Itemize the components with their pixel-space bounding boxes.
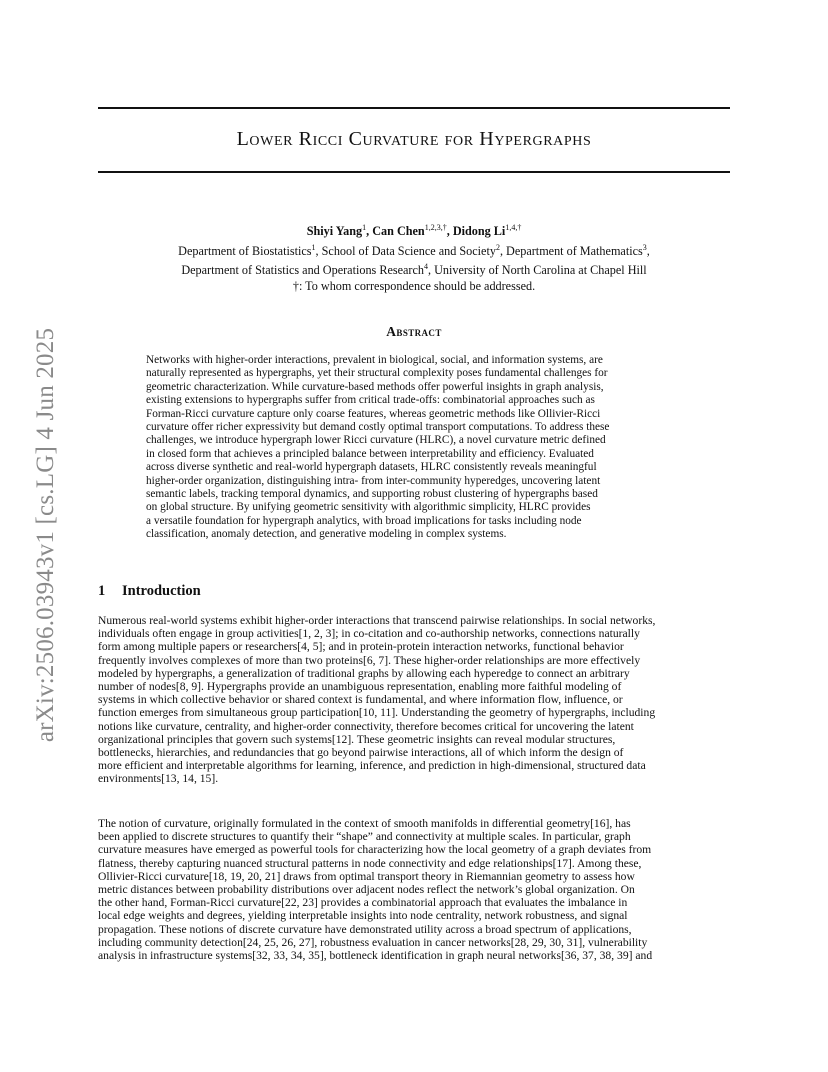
author-name: Can Chen bbox=[372, 224, 425, 239]
author-name: Didong Li bbox=[452, 224, 506, 239]
affiliation: Department of Mathematics bbox=[506, 243, 643, 258]
affiliation-marker: 1 bbox=[311, 242, 316, 252]
section-number: 1 bbox=[98, 583, 106, 599]
body-paragraph: The notion of curvature, originally formulated in the context of smooth manifolds in differential geometry[16], has been applied to discrete structures to quantify their “shape” and connectivity at multiple scales. In particular, graph curvature measures have emerged as powerful tools for characterizing how the local geometry of a graph deviates from flatness, thereby capturing nuanced structural patterns in node connectivity and edge relationships[17]. Among these, Ollivier-Ricci curvature[18, 19, 20, 21] draws from optimal transport theory in Riemannian geometry to assess how metric distances between probability distributions over adjacent nodes reflect the network’s global organization. On the other hand, Forman-Ricci curvature[22, 23] provides a combinatorial approach that evaluates the imbalance in local edge weights and degrees, yielding interpretable insights into node centrality, network robustness, and signal propagation. These notions of discrete curvature have demonstrated utility across a broad spectrum of applications, including community detection[24, 25, 26, 27], robustness evaluation in cancer networks[28, 29, 30, 31], vulnerability analysis in infrastructure systems[32, 33, 34, 35], bottleneck identification in graph neural networks[36, 37, 38, 39] and bbox=[98, 817, 653, 963]
institution: University of North Carolina at Chapel Hill bbox=[434, 263, 647, 278]
abstract-text: Networks with higher-order interactions, prevalent in biological, social, and information systems, are naturally represented as hypergraphs, yet their structural complexity poses fundamental challenges for geometric characterization. While curvature-based methods offer powerful insights in graph analysis, existing extensions to hypergraphs suffer from critical trade-offs: combinatorial approaches such as Forman-Ricci curvature capture only coarse features, whereas geometric methods like Ollivier-Ricci curvature offer richer expressivity but demand costly optimal transport computations. To address these challenges, we introduce hypergraph lower Ricci curvature (HLRC), a novel curvature metric defined in closed form that achieves a principled balance between interpretability and efficiency. Evaluated across diverse synthetic and real-world hypergraph datasets, HLRC consistently reveals meaningful higher-order organization, distinguishing intra- from inter-community hyperedges, uncovering latent semantic labels, tracking temporal dynamics, and supporting robust clustering of hypergraphs based on global structure. By unifying geometric sensitivity with algorithmic simplicity, HLRC provides a versatile foundation for hypergraph analytics, with broad implications for tasks including node classification, anomaly detection, and generative modeling in complex systems. bbox=[146, 354, 610, 541]
abstract-heading: Abstract bbox=[386, 324, 442, 339]
affiliation-marker: 3 bbox=[642, 242, 647, 252]
author-affiliation-marker: 1,4,† bbox=[505, 223, 522, 232]
section-heading bbox=[98, 583, 201, 600]
author-names: Shiyi Yang$^1$, Can Chen$^{1,2,3,\dagger}$, Didong $Li^{1,4,\dagger}$ bbox=[306, 223, 522, 239]
affiliation: School of Data Science and Society bbox=[321, 243, 496, 258]
affiliation-line: Department of Statistics and Operations Research$^4$, University of North Carolina at Chapel Hill bbox=[181, 262, 647, 278]
author-affiliation-marker: 1,2,3,† bbox=[424, 223, 447, 232]
affiliation-line: Department of Biostatistics$^1$, School of Data Science and Society$^2$, Department of Mathematics$^3$, bbox=[178, 242, 650, 258]
arxiv-identifier: arXiv:2506.03943v1 [cs.LG] 4 Jun 2025 bbox=[32, 327, 59, 743]
correspondence-note: †: To whom correspondence should be addressed. bbox=[292, 278, 536, 293]
title-rule-top bbox=[98, 107, 730, 109]
affiliation-marker: 2 bbox=[495, 242, 500, 252]
affiliation: Department of Statistics and Operations Research bbox=[181, 263, 424, 278]
title-rule-bottom bbox=[98, 171, 730, 173]
body-paragraph: Numerous real-world systems exhibit higher-order interactions that transcend pairwise relationships. In social networks, individuals often engage in group activities[1, 2, 3]; in co-citation and co-authorship networks, connections naturally form among multiple papers or researchers[4, 5]; and in protein-protein interaction networks, functional behavior frequently involves complexes of more than two proteins[6, 7]. These higher-order relationships are more effectively modeled by hypergraphs, a generalization of traditional graphs by allowing each hyperedge to connect an arbitrary number of nodes[8, 9]. Hypergraphs provide an unambiguous representation, enabling more faithful modeling of systems in which collective behavior or shared context is fundamental, and where information flow, influence, or function emerges from simultaneous group participation[10, 11]. Understanding the geometry of hypergraphs, including notions like curvature, centrality, and higher-order connectivity, therefore becomes critical for uncovering the latent organizational principles that govern such systems[12]. These geometric insights can reveal modular structures, bottlenecks, hierarchies, and redundancies that go beyond pairwise interactions, all of which inform the design of more efficient and interpretable algorithms for learning, inference, and prediction in high-dimensional, structured data environments[13, 14, 15]. bbox=[98, 614, 656, 786]
author-block bbox=[98, 220, 730, 294]
section-title: Introduction bbox=[122, 583, 201, 599]
author-affiliation-marker: 1 bbox=[362, 223, 367, 232]
affiliation: Department of Biostatistics bbox=[178, 243, 312, 258]
author-name: Shiyi Yang bbox=[306, 224, 363, 239]
affiliation-marker: 4 bbox=[424, 262, 428, 272]
paper-title: Lower Ricci Curvature for Hypergraphs bbox=[236, 128, 592, 150]
